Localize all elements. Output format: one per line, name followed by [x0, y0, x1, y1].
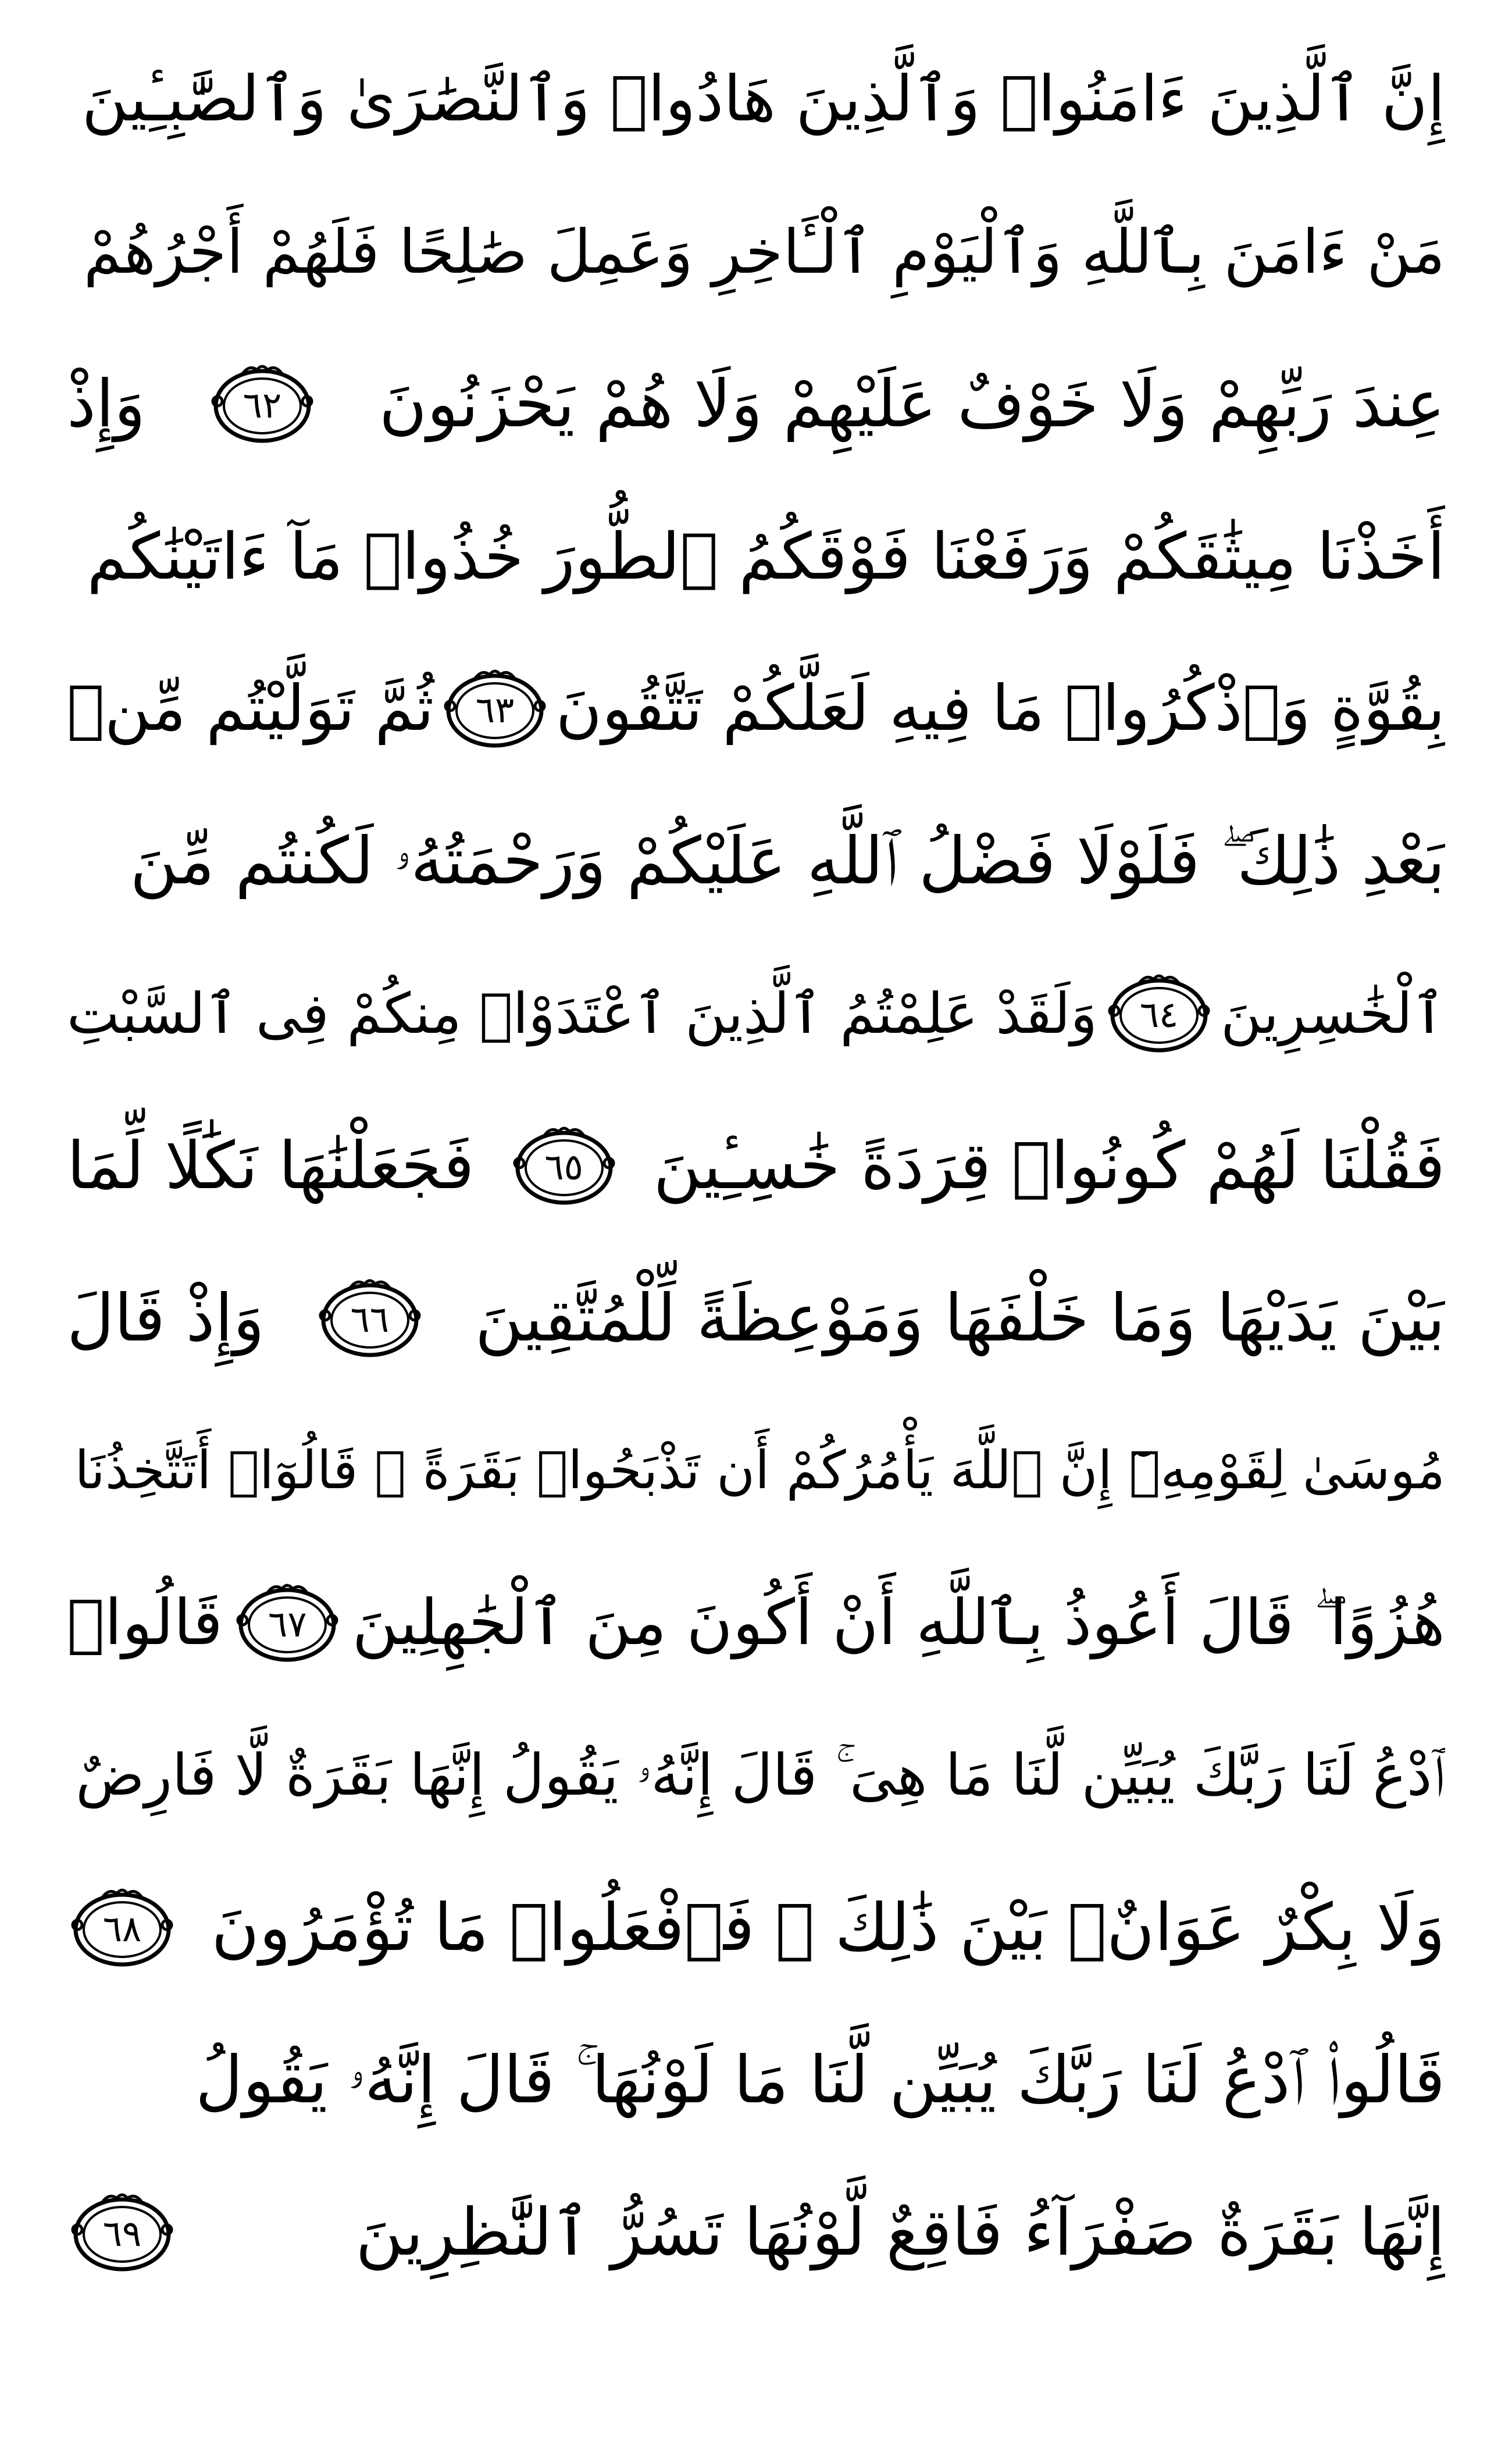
verse-text: إِنَّ ٱلَّذِينَ ءَامَنُوا۟ وَٱلَّذِينَ هَادُوا۟ وَٱلنَّصَٰرَىٰ وَٱلصَّٰبِـِٔينَ [81, 63, 1445, 136]
ayah-number: ٦٨ [102, 1907, 142, 1950]
verse-text: وَلَا بِكْرٌ عَوَانٌۢ بَيْنَ ذَٰلِكَ ۖ فَٱفْعَلُوا۟ مَا تُؤْمَرُونَ [211, 1890, 1445, 1966]
verse-text: هُزُوًا ۖ قَالَ أَعُوذُ بِٱللَّهِ أَنْ أَكُونَ مِنَ ٱلْجَٰهِلِينَ [352, 1586, 1445, 1659]
text-line [67, 1242, 1445, 1395]
text-line [67, 937, 1445, 1090]
verse-text: إِنَّهَا بَقَرَةٌ صَفْرَآءُ فَاقِعٌ لَّوْنُهَا تَسُرُّ ٱلنَّٰظِرِينَ [355, 2195, 1445, 2270]
verse-text: ٱدْعُ لَنَا رَبَّكَ يُبَيِّن لَّنَا مَا هِىَ ۚ قَالَ إِنَّهُۥ يَقُولُ إِنَّهَا بَقَرَةٌ لَّا فَارِضٌ [76, 1742, 1445, 1809]
ayah-number-marker [1104, 970, 1214, 1057]
verse-text: بَيْنَ يَدَيْهَا وَمَا خَلْفَهَا وَمَوْعِظَةً لِّلْمُتَّقِينَ [475, 1281, 1445, 1356]
verse-text: عِندَ رَبِّهِمْ وَلَا خَوْفٌ عَلَيْهِمْ وَلَا هُمْ يَحْزَنُونَ [379, 366, 1445, 442]
text-line [67, 1090, 1445, 1242]
verse-text: بَعْدِ ذَٰلِكَ ۖ فَلَوْلَا فَضْلُ ٱللَّهِ عَلَيْكُمْ وَرَحْمَتُهُۥ لَكُنتُم مِّنَ [130, 823, 1445, 899]
verse-text: فَجَعَلْنَٰهَا نَكَٰلًا لِّمَا [67, 1128, 475, 1204]
ayah-number: ٦٢ [243, 384, 282, 426]
text-line [67, 785, 1445, 937]
ayah-number-marker [232, 1579, 343, 1667]
ayah-number-marker [440, 665, 550, 753]
text-line [67, 176, 1445, 328]
ayah-number-marker [509, 1122, 619, 1210]
ayah-number-marker [67, 2189, 177, 2276]
ayah-number: ٦٦ [350, 1298, 390, 1340]
verse-text: قَالُوا۟ [67, 1586, 223, 1659]
text-line [67, 480, 1445, 633]
ayah-number-marker [315, 1275, 425, 1362]
text-line [67, 23, 1445, 176]
verse-text: ٱلْخَٰسِرِينَ [1221, 981, 1445, 1046]
text-line [67, 633, 1445, 785]
verse-text: وَلَقَدْ عَلِمْتُمُ ٱلَّذِينَ ٱعْتَدَوْا۟ مِنكُمْ فِى ٱلسَّبْتِ [67, 981, 1097, 1046]
ayah-number: ٦٣ [475, 689, 515, 731]
verse-text: ثُمَّ تَوَلَّيْتُم مِّنۢ [67, 672, 434, 745]
verse-text: بِقُوَّةٍ وَٱذْكُرُوا۟ مَا فِيهِ لَعَلَّكُمْ تَتَّقُونَ [555, 672, 1445, 745]
ayah-number: ٦٩ [102, 2212, 142, 2255]
text-line [67, 2004, 1445, 2156]
verse-text: وَإِذْ [67, 366, 146, 442]
ayah-number-marker [67, 1884, 177, 1971]
verse-text: فَقُلْنَا لَهُمْ كُونُوا۟ قِرَدَةً خَٰسِـِٔينَ [653, 1128, 1445, 1204]
verse-text: أَخَذْنَا مِيثَٰقَكُمْ وَرَفَعْنَا فَوْقَكُمُ ٱلطُّورَ خُذُوا۟ مَآ ءَاتَيْنَٰكُم [87, 519, 1445, 594]
text-line [67, 1852, 1445, 2004]
verse-text: مَنْ ءَامَنَ بِٱللَّهِ وَٱلْيَوْمِ ٱلْـَٔاخِرِ وَعَمِلَ صَٰلِحًا فَلَهُمْ أَجْرُهُمْ [83, 216, 1445, 287]
verse-text: وَإِذْ قَالَ [67, 1281, 265, 1356]
text-line [67, 1699, 1445, 1852]
quran-text-block [67, 23, 1445, 2309]
ayah-number: ٦٥ [544, 1146, 583, 1188]
text-line [67, 2156, 1445, 2309]
text-line [67, 1395, 1445, 1547]
verse-text: مُوسَىٰ لِقَوْمِهِۦٓ إِنَّ ٱللَّهَ يَأْمُرُكُمْ أَن تَذْبَحُوا۟ بَقَرَةً ۖ قَالُوٓا۟ أَتَتَّخِذُنَا [74, 1440, 1445, 1501]
ayah-number: ٦٧ [268, 1603, 307, 1645]
text-line [67, 1547, 1445, 1699]
verse-text: قَالُوا۟ ٱدْعُ لَنَا رَبَّكَ يُبَيِّن لَّنَا مَا لَوْنُهَا ۚ قَالَ إِنَّهُۥ يَقُولُ [195, 2042, 1445, 2118]
text-line [67, 328, 1445, 480]
ayah-number-marker [207, 361, 318, 448]
ayah-number: ٦٤ [1139, 993, 1179, 1036]
